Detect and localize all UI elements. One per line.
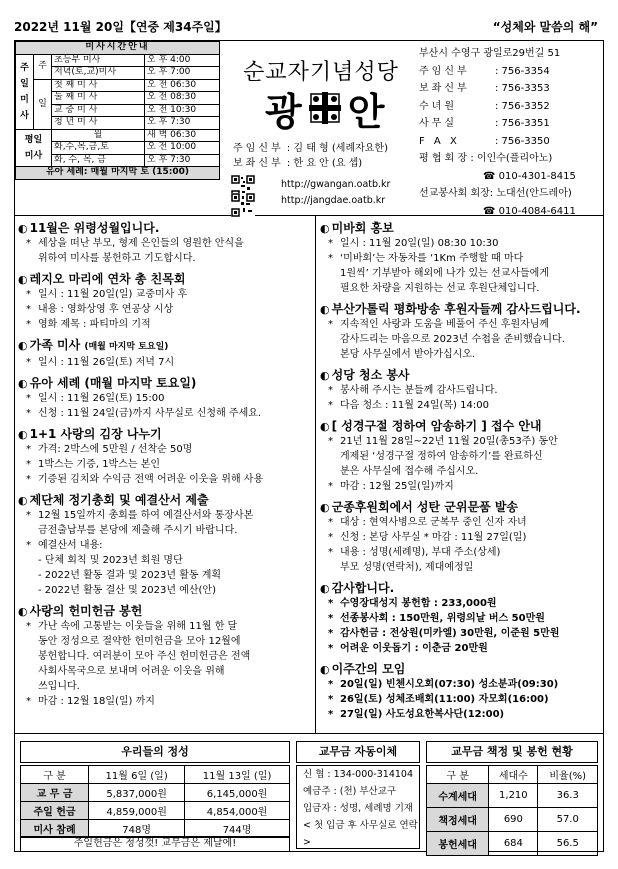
census-header-cell: 구 분 xyxy=(427,766,489,784)
announcement-line: ‘미바회’는 자동차를 ‘1Km 주행할 때 마다 xyxy=(340,253,524,264)
announcement-title-text: 감사합니다. xyxy=(331,581,395,595)
offering-row-label: 교 무 금 xyxy=(21,784,89,802)
announcement-line: 12월 15일까지 총회를 하여 예결산서와 통장사본 xyxy=(38,510,254,521)
auto-transfer-info xyxy=(296,765,420,849)
half-circle-bullet-icon: ◐ xyxy=(18,377,28,390)
mass-name: 둘 째 미 사 xyxy=(52,92,145,105)
bullet-marker: * xyxy=(26,238,31,249)
announcement-section xyxy=(320,221,602,296)
announcement-line xyxy=(18,538,312,553)
half-circle-bullet-icon: ◐ xyxy=(320,582,330,595)
census-cell: 57.0 xyxy=(538,808,598,832)
eve-label: 주 xyxy=(34,54,52,79)
bullet-marker: * xyxy=(26,510,31,521)
announcement-section xyxy=(320,419,602,494)
website-block xyxy=(221,173,417,213)
mass-time: 오 전 10:30 xyxy=(145,104,220,117)
church-address: 부산시 수영구 광일로29번길 51 xyxy=(419,48,561,59)
announcement-title-text: 사랑의 헌미헌금 봉헌 xyxy=(29,604,143,618)
announcement-title-text: 가족 미사 xyxy=(29,338,81,352)
announcement-line: 다음 청소 : 11월 24일(목) 14:00 xyxy=(340,400,489,411)
assistant-name: : 한 요 안 (요 셉) xyxy=(286,158,363,169)
announcement-section xyxy=(18,427,312,487)
assistant-label: 보좌신부 xyxy=(233,158,284,169)
announcement-section xyxy=(18,221,312,266)
announcement-line: 감사드리는 마음으로 2023년 수첩을 준비했습니다. xyxy=(340,334,565,345)
announcement-line xyxy=(320,596,602,611)
mass-time: 새 벽 06:30 xyxy=(145,129,220,142)
announcement-section xyxy=(18,272,312,332)
announcement-title-text: 군종후원회에서 성탄 군위문품 발송 xyxy=(331,500,519,514)
bullet-marker: * xyxy=(328,643,334,654)
bullet-marker: * xyxy=(26,696,31,707)
contact-row: F A X : 756-3350 xyxy=(419,135,550,147)
announcement-line: 일시 : 11월 26일(토) 저녁 7시 xyxy=(38,357,175,368)
announcement-line xyxy=(320,707,602,722)
transfer-note: < 첫 입금 후 사무실로 연락 > xyxy=(303,820,418,848)
announcement-line xyxy=(320,611,602,626)
day-label: 일 xyxy=(34,79,52,129)
offering-cell: 6,145,000원 xyxy=(185,784,290,802)
announcement-line xyxy=(320,479,602,494)
announcement-line: - 2022년 활동 결과 및 2023년 활동 계획 xyxy=(38,570,222,581)
announcement-line: 감사헌금 : 전상원(미카엘) 30만원, 이준원 5만원 xyxy=(340,628,560,639)
announcement-line: 선종봉사회 : 150만원, 위령의날 버스 50만원 xyxy=(340,613,545,624)
bank-account: 신 협 : 134-000-314104 xyxy=(303,769,414,780)
announcement-title-text: 부산가톨릭 평화방송 후원자들께 감사드립니다. xyxy=(331,302,581,316)
contact-info xyxy=(419,45,601,220)
bullet-marker: * xyxy=(328,613,334,624)
mass-name: 초등부 미사 xyxy=(52,54,145,67)
church-name: 순교자기념성당 xyxy=(243,60,399,85)
announcements-left-column xyxy=(18,221,312,715)
sunday-mass-label: 주일미사 xyxy=(16,54,34,129)
mass-time: 오 전 06:30 xyxy=(145,79,220,92)
bullet-marker: * xyxy=(26,444,31,455)
announcement-line: 기증된 김치와 수익금 전액 어려운 이웃을 위해 사용 xyxy=(38,474,264,485)
bullet-marker: * xyxy=(26,289,31,300)
announcement-line xyxy=(320,383,602,398)
announcement-line xyxy=(320,530,602,545)
census-row-label: 봉헌세대 xyxy=(427,832,489,856)
bulletin-date: 2022년 11월 20일【연중 제34주일】 xyxy=(14,20,227,34)
bullet-marker: * xyxy=(328,694,334,705)
bullet-marker: * xyxy=(328,385,333,396)
announcement-title xyxy=(320,368,602,383)
announcement-line xyxy=(18,355,312,370)
announcement-line: 필요한 차량을 지원하는 선교 후원단체입니다. xyxy=(340,283,540,294)
census-cell: 1,210 xyxy=(489,784,538,808)
announcement-title-text: 유아 세례 (매월 마지막 토요일) xyxy=(29,376,197,390)
half-circle-bullet-icon: ◐ xyxy=(320,303,330,316)
pastor-name: : 김 태 형 (세례자요한) xyxy=(286,143,388,154)
bullet-marker: * xyxy=(328,319,333,330)
announcement-line xyxy=(320,317,602,332)
announcement-line: 가난 속에 고통받는 이웃들을 위해 11월 한 달 xyxy=(38,621,238,632)
announcement-line: 수영장대성지 봉헌함 : 233,000원 xyxy=(340,598,497,609)
census-cell: 56.5 xyxy=(538,832,598,856)
bullet-marker: * xyxy=(26,459,31,470)
bullet-marker: * xyxy=(26,474,31,485)
announcement-title-text: 이주간의 모임 xyxy=(331,662,406,676)
contact-row: 수녀원 : 756-3352 xyxy=(419,100,550,112)
council-president-phone: ☎ 010-4301-8415 xyxy=(483,170,576,182)
half-circle-bullet-icon: ◐ xyxy=(320,501,330,514)
announcement-line: 27일(일) 사도성요한복사단(12:00) xyxy=(340,709,505,720)
announcement-title xyxy=(320,581,602,596)
announcement-line xyxy=(320,692,602,707)
announcement-line: - 2022년 활동 결산 및 2023년 예산(안) xyxy=(38,585,216,596)
announcement-line: 마감 : 12월 18일(일) 까지 xyxy=(38,696,155,707)
announcement-line: 내용 : 성명(세례명), 부대 주소(상세) xyxy=(340,547,501,558)
mass-name: 청 년 미 사 xyxy=(52,117,145,130)
announcement-line xyxy=(320,677,602,692)
mass-time: 오 전 10:00 xyxy=(145,142,220,155)
announcement-line: 마감 : 12월 25일(일)까지 xyxy=(340,481,454,492)
bulletin-header xyxy=(14,40,604,216)
offering-header-cell: 11월 6일 (일) xyxy=(89,766,185,784)
bullet-marker: * xyxy=(26,621,31,632)
announcement-section xyxy=(320,302,602,362)
mass-time: 오 전 08:30 xyxy=(145,92,220,105)
announcement-line: 예결산서 내용: xyxy=(38,540,103,551)
offering-note: 주일헌금은 정성껏! 교무금은 제날에! xyxy=(20,836,290,852)
announcement-line: - 단체 회칙 및 2023년 회원 명단 xyxy=(38,555,183,566)
census-row-label: 책정세대 xyxy=(427,808,489,832)
pastor-label: 주임신부 xyxy=(233,143,284,154)
announcement-line: 사회사목국으로 보내며 어려운 이웃을 위해 xyxy=(38,666,225,677)
announcement-line: 일시 : 11월 26일(토) 15:00 xyxy=(38,393,165,404)
announcement-section xyxy=(320,581,602,656)
announcement-line: 게제된 ‘성경구절 정하여 암송하기’를 완료하신 xyxy=(340,451,543,462)
census-header-cell: 세대수 xyxy=(489,766,538,784)
offering-title: 우리들의 정성 xyxy=(20,741,290,763)
bullet-marker: * xyxy=(328,628,334,639)
announcement-line xyxy=(320,515,602,530)
announcement-title xyxy=(320,302,602,317)
announcement-title-text: 제단체 정기총회 및 예결산서 제출 xyxy=(29,493,209,507)
announcement-line: 분은 사무실에 접수해 주십시오. xyxy=(340,466,479,477)
announcement-line xyxy=(320,434,602,449)
census-cell: 690 xyxy=(489,808,538,832)
announcement-title xyxy=(18,221,312,236)
weekday-mass-label: 평일미사 xyxy=(16,129,52,167)
census-table xyxy=(426,765,598,856)
announcement-title xyxy=(18,604,312,619)
church-emblem-icon xyxy=(308,91,342,125)
offering-cell: 5,837,000원 xyxy=(89,784,185,802)
announcement-line: 신청 : 11월 24일(금)까지 사무실로 신청해 주세요. xyxy=(38,408,262,419)
announcement-line xyxy=(320,545,602,560)
bullet-marker: * xyxy=(328,547,333,558)
announcement-line xyxy=(320,641,602,656)
bullet-marker: * xyxy=(328,517,333,528)
announcement-line xyxy=(18,694,312,709)
announcement-title xyxy=(320,419,602,434)
announcement-line xyxy=(18,619,312,634)
announcement-line xyxy=(18,406,312,421)
council-president: 평 협 회 장 : 이인수(플리아노) xyxy=(419,153,553,164)
bullet-marker: * xyxy=(26,304,31,315)
census-title: 교무금 책정 및 봉헌 현황 xyxy=(426,741,598,763)
announcement-section xyxy=(18,376,312,421)
infant-baptism-note: 유아 세례: 매월 마지막 토 (15:00) xyxy=(16,167,220,180)
announcement-line xyxy=(18,457,312,472)
bullet-marker: * xyxy=(328,400,333,411)
announcement-line xyxy=(320,398,602,413)
contact-row: 사무실 : 756-3351 xyxy=(419,118,550,129)
announcement-line xyxy=(320,251,602,266)
announcement-line xyxy=(320,626,602,641)
announcement-line: 1원씩’ 기부받아 해외에 나가 있는 선교사들에게 xyxy=(340,268,549,279)
bullet-marker: * xyxy=(328,709,334,720)
mass-time: 오 후 7:00 xyxy=(145,67,220,80)
announcement-title-text: 성당 청소 봉사 xyxy=(331,368,410,382)
announcement-line: 20일(일) 빈첸시오회(07:30) 성소분과(09:30) xyxy=(340,679,559,690)
offering-header-cell: 11월 13일 (일) xyxy=(185,766,290,784)
census-cell: 36.3 xyxy=(538,784,598,808)
announcement-section xyxy=(320,662,602,722)
announcement-title-text: [ 성경구절 정하여 암송하기 ] 접수 안내 xyxy=(331,419,542,433)
announcement-line xyxy=(18,391,312,406)
column-divider xyxy=(315,216,316,734)
bullet-marker: * xyxy=(328,436,333,447)
mass-name: 화, 수, 목, 금 xyxy=(52,154,145,167)
announcement-title xyxy=(320,500,602,515)
announcement-line: 신청 : 본당 사무실 * 마감 : 11월 27일(일) xyxy=(340,532,527,543)
announcement-line xyxy=(18,302,312,317)
announcement-line: 부모 성명(연락처), 제대예정일 xyxy=(340,562,474,573)
year-motto: “성체와 말씀의 해” xyxy=(492,20,598,34)
mass-time: 오 후 4:00 xyxy=(145,54,220,67)
announcements-right-column xyxy=(320,221,602,728)
bullet-marker: * xyxy=(26,319,31,330)
announcement-section xyxy=(18,604,312,709)
half-circle-bullet-icon: ◐ xyxy=(320,420,330,433)
mass-schedule-title: 미사시간안내 xyxy=(16,42,220,55)
logo-text-right: 안 xyxy=(347,88,385,134)
announcement-line: 어려운 이웃돕기 : 이춘금 20만원 xyxy=(340,643,488,654)
mass-time: 오 후 7:30 xyxy=(145,154,220,167)
half-circle-bullet-icon: ◐ xyxy=(18,494,28,507)
announcement-line: 본당 사무실에서 받아가십시오. xyxy=(340,349,476,360)
announcement-line: 대상 : 현역사병으로 군복무 중인 신자 자녀 xyxy=(340,517,527,528)
announcement-title-text: 11월은 위령성월입니다. xyxy=(29,221,160,235)
bullet-marker: * xyxy=(328,532,333,543)
announcement-section xyxy=(18,493,312,598)
auto-transfer-title: 교무금 자동이체 xyxy=(296,741,420,763)
half-circle-bullet-icon: ◐ xyxy=(320,222,330,235)
announcement-line: 동안 정성으로 절약한 헌미헌금을 모아 12월에 xyxy=(38,636,241,647)
announcement-title-note: (매월 마지막 토요일) xyxy=(84,342,169,352)
mission-president: 선교봉사회 회장: 노대선(안드레아) xyxy=(419,188,572,199)
bullet-marker: * xyxy=(328,679,334,690)
announcement-section xyxy=(320,368,602,413)
logo-text-left: 광 xyxy=(265,88,302,134)
offering-row-label: 미사 참례 xyxy=(21,820,89,838)
announcement-line: 1박스는 기증, 1박스는 본인 xyxy=(38,459,161,470)
half-circle-bullet-icon: ◐ xyxy=(18,605,28,618)
announcement-line: 26일(토) 성체조배회(11:00) 자모회(16:00) xyxy=(340,694,549,705)
announcement-line xyxy=(18,317,312,332)
half-circle-bullet-icon: ◐ xyxy=(18,428,28,441)
contact-row: 보좌신부 : 756-3353 xyxy=(419,83,550,94)
announcement-title xyxy=(18,376,312,391)
announcement-line xyxy=(18,508,312,523)
mass-name: 저녁(토,교)미사 xyxy=(52,67,145,80)
announcement-title xyxy=(18,427,312,442)
bullet-marker: * xyxy=(328,238,333,249)
account-holder: 예금주 : (천) 부산교구 xyxy=(303,786,397,797)
announcement-line xyxy=(18,287,312,302)
mass-name: 월 xyxy=(52,129,145,142)
mass-schedule-table xyxy=(15,41,220,180)
depositor-memo: 입금자 : 성명, 세례명 기재 xyxy=(303,803,414,814)
announcement-title xyxy=(320,662,602,677)
mass-time: 오 후 7:30 xyxy=(145,117,220,130)
announcement-line: 내용 : 영화상영 후 연공상 시상 xyxy=(38,304,174,315)
census-row-label: 수계세대 xyxy=(427,784,489,808)
announcement-line xyxy=(18,236,312,251)
church-logo xyxy=(265,85,385,134)
offering-row-label: 주일 헌금 xyxy=(21,802,89,820)
announcement-line: 일시 : 11월 20일(일) 교중미사 후 xyxy=(38,289,188,300)
qr-code-icon xyxy=(231,193,255,217)
announcement-line: 21년 11월 28일~22년 11월 20일(총53주) 동안 xyxy=(340,436,558,447)
census-cell: 684 xyxy=(489,832,538,856)
census-header-cell: 비율(%) xyxy=(538,766,598,784)
announcement-title-text: 레지오 마리에 연차 총 친목회 xyxy=(29,272,186,286)
website-link-gwangan[interactable]: http://gwangan.oatb.kr xyxy=(281,179,391,190)
mass-name: 첫 째 미 사 xyxy=(52,79,145,92)
mass-name: 화,수,목,금,토 xyxy=(52,142,145,155)
announcement-line xyxy=(320,236,602,251)
half-circle-bullet-icon: ◐ xyxy=(320,663,330,676)
half-circle-bullet-icon: ◐ xyxy=(18,273,28,286)
announcement-title-text: 미바회 홍보 xyxy=(331,221,394,235)
contact-row: 주임신부 : 756-3354 xyxy=(419,65,550,77)
offering-table xyxy=(20,765,290,838)
announcement-line: 가격: 2박스에 5만원 / 선착순 50명 xyxy=(38,444,193,455)
announcement-line: 쓰입니다. xyxy=(38,681,80,692)
bullet-marker: * xyxy=(26,393,31,404)
mass-name: 교 중 미 사 xyxy=(52,104,145,117)
announcement-line: 위하여 미사를 봉헌하고 기도합시다. xyxy=(38,253,196,264)
half-circle-bullet-icon: ◐ xyxy=(320,369,330,382)
announcement-line: 지속적인 사랑과 도움을 베풀어 주신 후원자님께 xyxy=(340,319,550,330)
bullet-marker: * xyxy=(26,357,31,368)
offering-cell: 4,854,000원 xyxy=(185,802,290,820)
announcement-section xyxy=(18,338,312,370)
mission-president-phone: ☎ 010-4084-6411 xyxy=(483,205,576,217)
announcement-line xyxy=(18,472,312,487)
announcement-title xyxy=(18,493,312,508)
announcement-title xyxy=(18,338,312,355)
offering-header-cell: 구 분 xyxy=(21,766,89,784)
announcement-section xyxy=(320,500,602,575)
announcement-line: 세상을 떠난 부모, 형제 은인들의 영원한 안식을 xyxy=(38,238,244,249)
announcement-line: 일시 : 11월 20일(일) 08:30 10:30 xyxy=(340,238,499,249)
announcement-line: 봉헌합니다. 여러분이 모아 주신 헌미헌금은 전액 xyxy=(38,651,251,662)
half-circle-bullet-icon: ◐ xyxy=(18,222,28,235)
announcement-line: 영화 제목 : 파티마의 기적 xyxy=(38,319,151,330)
offering-cell: 748명 xyxy=(89,820,185,838)
announcement-line xyxy=(18,442,312,457)
website-link-jangdae[interactable]: http://jangdae.oatb.kr xyxy=(281,195,386,206)
bullet-marker: * xyxy=(328,253,333,264)
announcement-title xyxy=(18,272,312,287)
announcement-line: 금전출납부를 본당에 제출해 주시기 바랍니다. xyxy=(38,525,238,536)
offering-cell: 4,859,000원 xyxy=(89,802,185,820)
announcement-title xyxy=(320,221,602,236)
announcement-title-text: 1+1 사랑의 김장 나누기 xyxy=(29,427,162,441)
bullet-marker: * xyxy=(328,598,334,609)
announcement-line: 봉사해 주시는 분들께 감사드립니다. xyxy=(340,385,498,396)
bullet-marker: * xyxy=(328,481,333,492)
offering-cell: 744명 xyxy=(185,820,290,838)
bullet-marker: * xyxy=(26,408,31,419)
half-circle-bullet-icon: ◐ xyxy=(18,339,28,352)
priest-info xyxy=(233,141,388,171)
bullet-marker: * xyxy=(26,540,31,551)
